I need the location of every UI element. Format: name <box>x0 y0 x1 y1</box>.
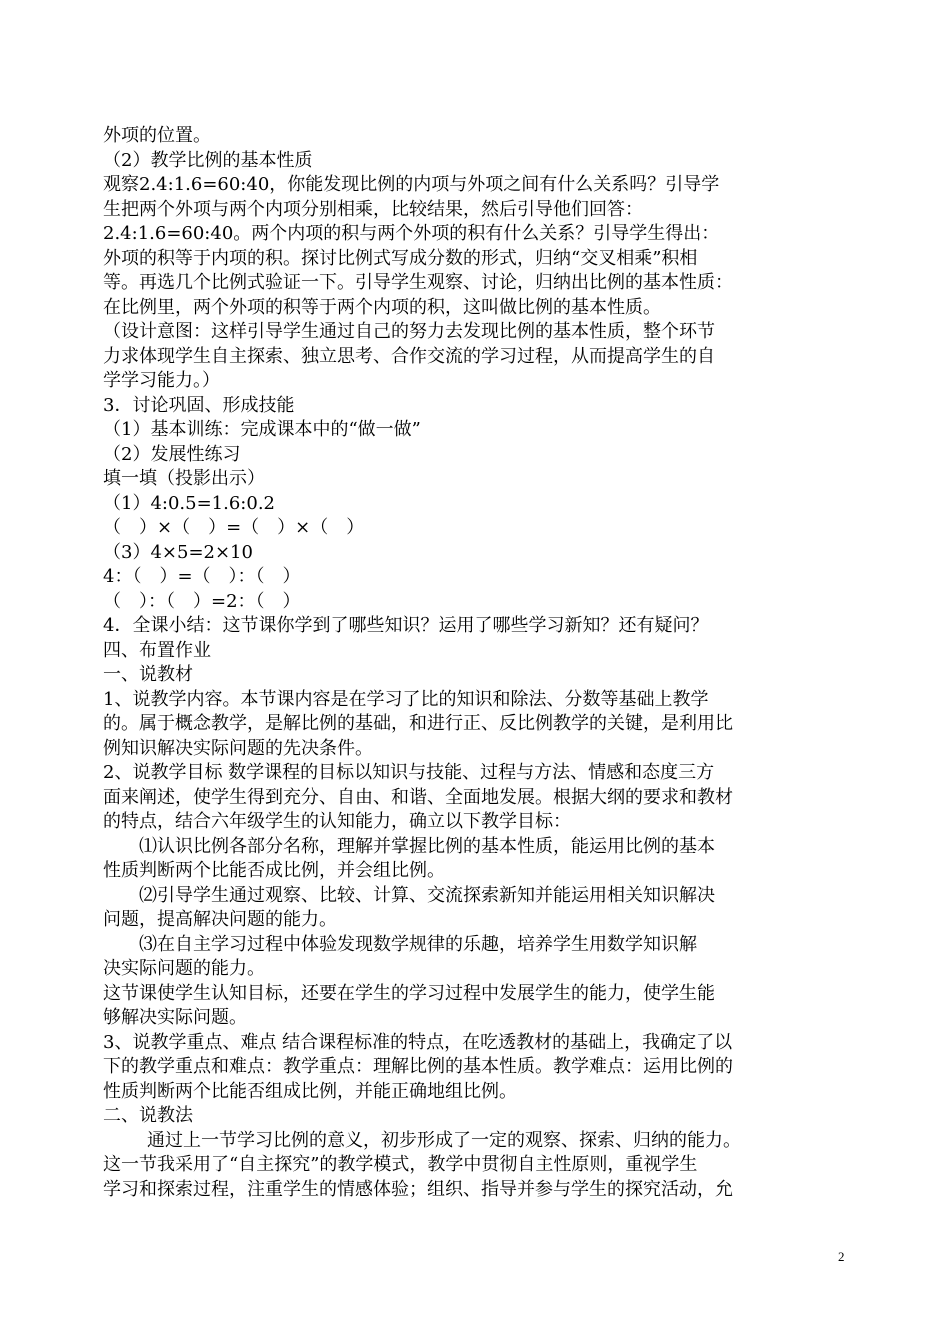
text-line: 问题，提高解决问题的能力。 <box>103 909 337 930</box>
goal-item: ⑵引导学生通过观察、比较、计算、交流探索新知并能运用相关知识解决 <box>139 884 715 906</box>
text-line: 观察2.4:1.6=60:40，你能发现比例的内项与外项之间有什么关系吗？引导学 <box>103 174 720 195</box>
text-line: 在比例里，两个外项的积等于两个内项的积，这叫做比例的基本性质。 <box>103 296 661 318</box>
text-line: （设计意图：这样引导学生通过自己的努力去发现比例的基本性质，整个环节 <box>103 321 715 342</box>
goal-item: ⑴认识比例各部分名称，理解并掌握比例的基本性质，能运用比例的基本 <box>139 835 715 857</box>
exercise-line: （ ）：（ ）=2：（ ） <box>103 590 301 612</box>
document-body <box>103 124 848 1202</box>
text-line: 学学习能力。） <box>103 370 220 391</box>
text-line: 学习和探索过程，注重学生的情感体验；组织、指导并参与学生的探究活动，允 <box>103 1178 733 1200</box>
exercise-line: 4：（ ）=（ ）：（ ） <box>103 566 301 587</box>
goal-item: ⑶在自主学习过程中体验发现数学规律的乐趣，培养学生用数学知识解 <box>139 933 697 955</box>
text-line: 的特点，结合六年级学生的认知能力，确立以下教学目标： <box>103 811 571 832</box>
text-line: 2.4:1.6=60:40。两个内项的积与两个外项的积有什么关系？引导学生得出： <box>103 223 720 244</box>
text-line: 性质判断两个比能否成比例，并会组比例。 <box>103 860 445 881</box>
page-number: 2 <box>838 1249 845 1264</box>
text-line: 够解决实际问题。 <box>103 1007 247 1028</box>
text-line: 3、说教学重点、难点 结合课程标准的特点，在吃透教材的基础上，我确定了以 <box>103 1031 733 1053</box>
text-line: 面来阐述，使学生得到充分、自由、和谐、全面地发展。根据大纲的要求和教材 <box>103 786 733 808</box>
text-line: 性质判断两个比能否组成比例，并能正确地组比例。 <box>103 1080 517 1102</box>
text-line: 力求体现学生自主探索、独立思考、合作交流的学习过程，从而提高学生的自 <box>103 345 715 367</box>
text-line: 通过上一节学习比例的意义，初步形成了一定的观察、探索、归纳的能力。 <box>147 1129 741 1151</box>
text-line: （1）基本训练：完成课本中的“做一做” <box>103 419 421 440</box>
text-line: 下的教学重点和难点：教学重点：理解比例的基本性质。教学难点：运用比例的 <box>103 1056 733 1077</box>
text-line: 的。属于概念教学，是解比例的基础，和进行正、反比例教学的关键，是利用比 <box>103 713 733 734</box>
section-heading: 四、布置作业 <box>103 639 211 661</box>
text-line: 填一填（投影出示） <box>103 468 265 489</box>
text-line: 例知识解决实际问题的先决条件。 <box>103 737 373 759</box>
text-line: （2）发展性练习 <box>103 443 241 465</box>
section-heading: 二、说教法 <box>103 1105 193 1126</box>
text-line: 这节课使学生认知目标，还要在学生的学习过程中发展学生的能力，使学生能 <box>103 982 715 1004</box>
section-heading: 3．讨论巩固、形成技能 <box>103 394 295 416</box>
text-line: 外项的位置。 <box>103 125 211 146</box>
text-line: 1、说教学内容。本节课内容是在学习了比的知识和除法、分数等基础上教学 <box>103 688 709 710</box>
section-heading: （2）教学比例的基本性质 <box>103 149 313 171</box>
section-heading: 一、说教材 <box>103 664 193 685</box>
text-line: 4．全课小结：这节课你学到了哪些知识？运用了哪些学习新知？还有疑问？ <box>103 615 709 636</box>
text-line: 这一节我采用了“自主探究”的教学模式，教学中贯彻自主性原则，重视学生 <box>103 1154 698 1175</box>
exercise-line: （ ）×（ ）=（ ）×（ ） <box>103 517 365 538</box>
text-line: 生把两个外项与两个内项分别相乘，比较结果，然后引导他们回答： <box>103 198 643 220</box>
text-line: 外项的积等于内项的积。探讨比例式写成分数的形式，归纳“交叉相乘”积相 <box>103 247 698 269</box>
text-line: 2、说教学目标 数学课程的目标以知识与技能、过程与方法、情感和态度三方 <box>103 762 715 783</box>
text-line: 等。再选几个比例式验证一下。引导学生观察、讨论，归纳出比例的基本性质： <box>103 272 733 293</box>
exercise-line: （3）4×5=2×10 <box>103 541 253 563</box>
text-line: 决实际问题的能力。 <box>103 958 265 979</box>
exercise-line: （1）4:0.5=1.6:0.2 <box>103 492 275 514</box>
